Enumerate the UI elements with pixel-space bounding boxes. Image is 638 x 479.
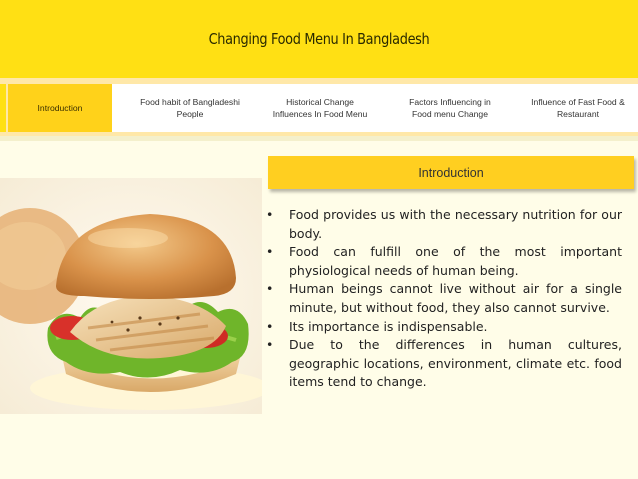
tab-fast-food[interactable] [524, 84, 632, 132]
tab-historical-change[interactable] [264, 84, 376, 132]
section-title: Introduction [418, 165, 484, 180]
list-item: • Due to the differences in human cultures, geographic locations, environment, climate etc. food items tend to change. [266, 337, 622, 390]
bullet-dot: • [266, 337, 274, 353]
section-title-bar [268, 156, 634, 189]
list-item: • Food provides us with the necessary nutrition for our body. [266, 207, 622, 241]
tab-label: Influence of Fast Food & Restaurant [531, 97, 625, 119]
bullet-dot: • [266, 318, 274, 334]
tab-label: Factors Influencing in Food menu Change [409, 97, 491, 119]
nav-accent-bar [0, 84, 6, 132]
tab-introduction[interactable] [8, 84, 112, 132]
list-item: • Its importance is indispensable. [266, 318, 622, 337]
list-item: • Food can fulfill one of the most important physiological needs of human being. [266, 244, 622, 278]
tab-label: Food habit of Bangladeshi People [140, 97, 240, 119]
tab-label: Historical Change Influences In Food Menu [272, 97, 368, 119]
list-item: • Human beings cannot live without air for a single minute, but without food, they also cannot survive. [266, 281, 622, 315]
tab-food-habit[interactable] [138, 84, 242, 132]
intro-bullet-list [266, 206, 622, 392]
bullet-dot: • [266, 207, 274, 222]
bullet-dot: • [266, 281, 274, 297]
burger-photo [0, 178, 262, 414]
tab-factors-influencing[interactable] [398, 84, 502, 132]
nav-divider [0, 136, 638, 141]
tab-label: Introduction [37, 103, 83, 113]
slide-title: Changing Food Menu In Bangladesh [208, 30, 430, 48]
bullet-dot: • [266, 244, 274, 260]
